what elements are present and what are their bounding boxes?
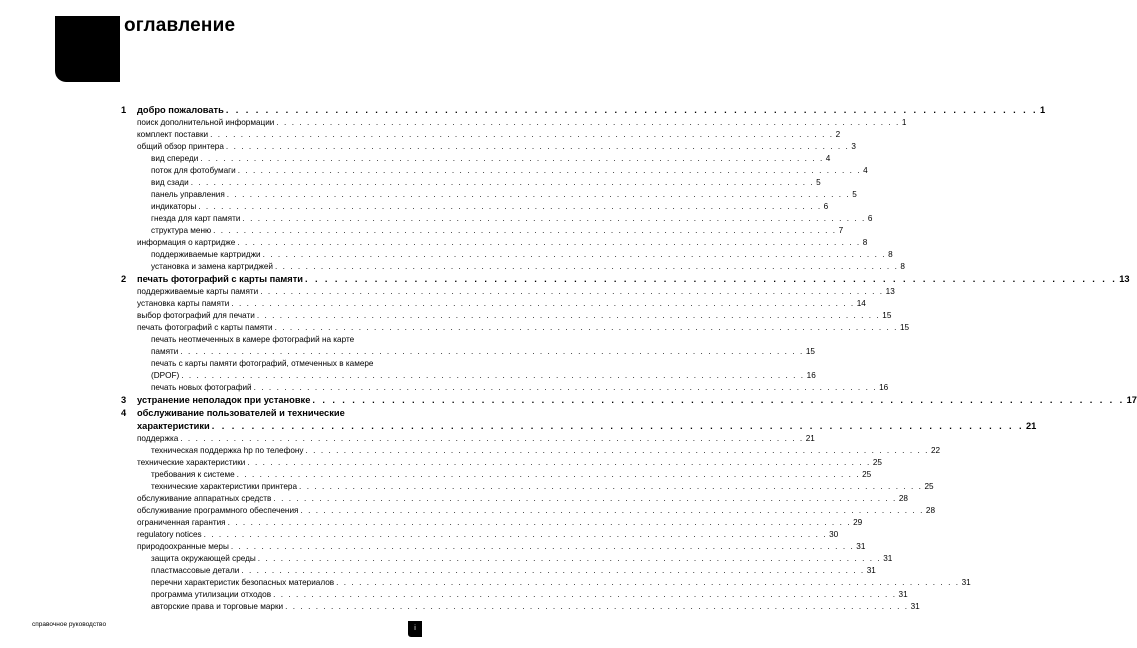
toc-leader-dots: . . . . . . . . . . . . . . . . . . . . . . . . . . . . . . . . . . . . . . . . . . . . . . . . . . . . . . . . . . . . . . . . . . . . . . . . . . . . . . . . . .	[242, 214, 866, 223]
toc-page-number: 6	[867, 214, 873, 223]
toc-page-number: 5	[816, 178, 821, 187]
toc-entry-title: печать новых фотографий	[151, 383, 252, 392]
toc-entry-title: защита окружающей среды	[151, 554, 256, 563]
toc-page-number: 31	[883, 554, 893, 563]
toc-leader-dots: . . . . . . . . . . . . . . . . . . . . . . . . . . . . . . . . . . . . . . . . . . . . . . . . . . . . . . . . . . . . . . . . . . . . . . . . . . . . . . . . . .	[180, 347, 804, 356]
toc-leader-dots: . . . . . . . . . . . . . . . . . . . . . . . . . . . . . . . . . . . . . . . . . . . . . . . . . . . . . . . . . . . . . . . . . . . . . . . . . . . . . . . . . .	[299, 482, 923, 491]
toc-entry[interactable]	[137, 299, 866, 309]
toc-leader-dots: . . . . . . . . . . . . . . . . . . . . . . . . . . . . . . . . . . . . . . . . . . . . . . . . . . . . . . . . . . . . . . . . . . . . . . . . . . . . . . . . . .	[273, 494, 897, 503]
toc-entry[interactable]	[137, 506, 936, 516]
toc-leader-dots: . . . . . . . . . . . . . . . . . . . . . . . . . . . . . . . . . . . . . . . . . . . . . . . . . . . . . . . . . . . . . . . . . . . . . . . . . . . . . . . . . .	[198, 202, 822, 211]
toc-leader-dots: . . . . . . . . . . . . . . . . . . . . . . . . . . . . . . . . . . . . . . . . . . . . . . . . . . . . . . . . . . . . . . . . . . . . . . . . . . . . . . . . . .	[231, 299, 855, 308]
toc-entry-title: пластмассовые детали	[151, 566, 240, 575]
toc-entry[interactable]	[137, 238, 868, 248]
toc-page-number: 29	[853, 518, 863, 527]
toc-leader-dots: . . . . . . . . . . . . . . . . . . . . . . . . . . . . . . . . . . . . . . . . . . . . . . . . . . . . . . . . . . . . . . . . . . . . . . . . . . . . . . . . . .	[336, 578, 960, 587]
toc-entry[interactable]	[151, 383, 889, 393]
footer-document-title: справочное руководство	[32, 621, 107, 628]
toc-entry-title: установка и замена картриджей	[151, 262, 273, 271]
toc-page-number: 31	[856, 542, 866, 551]
toc-entry[interactable]	[151, 578, 971, 588]
toc-chapter-title: обслуживание пользователей и технические	[137, 408, 345, 418]
toc-page-number: 30	[829, 530, 839, 539]
toc-leader-dots: . . . . . . . . . . . . . . . . . . . . . . . . . . . . . . . . . . . . . . . . . . . . . . . . . . . . . . . . . . . . . . . . . . . . . . . . . . . . . . . . . .	[262, 250, 887, 259]
toc-page-number: 21	[1026, 421, 1037, 431]
toc-entry-title: требования к системе	[151, 470, 235, 479]
toc-entry[interactable]	[137, 311, 892, 321]
toc-page-number: 17	[1126, 395, 1137, 405]
toc-page-number: 4	[863, 166, 868, 175]
toc-leader-dots: . . . . . . . . . . . . . . . . . . . . . . . . . . . . . . . . . . . . . . . . . . . . . . . . . . . . . . . . . . . . . . . . . . . . . . . . . . . . . . . . . .	[305, 446, 929, 455]
toc-page-number: 1	[1040, 105, 1046, 115]
toc-entry[interactable]	[151, 371, 816, 381]
toc-entry-title: комплект поставки	[137, 130, 209, 139]
toc-page-number: 25	[872, 458, 882, 467]
toc-page-number: 4	[825, 154, 831, 163]
toc-entry[interactable]	[151, 446, 941, 456]
toc-leader-dots: . . . . . . . . . . . . . . . . . . . . . . . . . . . . . . . . . . . . . . . . . . . . . . . . . . . . . . . . . . . . . . . . . . . . . . . . . . . . . . . . . .	[304, 274, 1118, 284]
toc-entry[interactable]	[151, 590, 908, 600]
toc-entry-title: печать неотмеченных в камере фотографий на карте	[151, 335, 355, 344]
toc-entry[interactable]	[137, 434, 815, 444]
toc-leader-dots: . . . . . . . . . . . . . . . . . . . . . . . . . . . . . . . . . . . . . . . . . . . . . . . . . . . . . . . . . . . . . . . . . . . . . . . . . . . . . . . . . .	[257, 554, 882, 563]
toc-chapter[interactable]	[137, 395, 1137, 405]
toc-entry[interactable]	[151, 566, 876, 576]
toc-entry[interactable]	[137, 494, 908, 504]
toc-entry-title: вид спереди	[151, 154, 199, 163]
toc-leader-dots: . . . . . . . . . . . . . . . . . . . . . . . . . . . . . . . . . . . . . . . . . . . . . . . . . . . . . . . . . . . . . . . . . . . . . . . . . . . . . . . . . .	[237, 166, 862, 175]
toc-entry[interactable]	[151, 190, 857, 200]
toc-entry[interactable]	[137, 287, 895, 297]
toc-leader-dots: . . . . . . . . . . . . . . . . . . . . . . . . . . . . . . . . . . . . . . . . . . . . . . . . . . . . . . . . . . . . . . . . . . . . . . . . . . . . . . . . . .	[225, 105, 1039, 115]
toc-entry[interactable]	[151, 602, 920, 612]
toc-leader-dots: . . . . . . . . . . . . . . . . . . . . . . . . . . . . . . . . . . . . . . . . . . . . . . . . . . . . . . . . . . . . . . . . . . . . . . . . . . . . . . . . . .	[180, 434, 804, 443]
toc-entry-title: поиск дополнительной информации	[137, 118, 275, 127]
toc-entry[interactable]	[151, 154, 831, 164]
chapter-number: 1	[121, 105, 127, 115]
toc-entry-title: поддерживаемые карты памяти	[137, 287, 259, 296]
toc-leader-dots: . . . . . . . . . . . . . . . . . . . . . . . . . . . . . . . . . . . . . . . . . . . . . . . . . . . . . . . . . . . . . . . . . . . . . . . . . . . . . . . . . .	[227, 518, 852, 527]
toc-leader-dots: . . . . . . . . . . . . . . . . . . . . . . . . . . . . . . . . . . . . . . . . . . . . . . . . . . . . . . . . . . . . . . . . . . . . . . . . . . . . . . . . . .	[203, 530, 828, 539]
page-title: оглавление	[124, 15, 236, 36]
toc-leader-dots: . . . . . . . . . . . . . . . . . . . . . . . . . . . . . . . . . . . . . . . . . . . . . . . . . . . . . . . . . . . . . . . . . . . . . . . . . . . . . . . . . .	[241, 566, 865, 575]
toc-page-number: 25	[862, 470, 872, 479]
toc-entry[interactable]	[151, 554, 893, 564]
toc-entry[interactable]	[137, 323, 910, 333]
toc-entry-title: общий обзор принтера	[137, 142, 224, 151]
toc-page-number: 15	[900, 323, 910, 332]
toc-leader-dots: . . . . . . . . . . . . . . . . . . . . . . . . . . . . . . . . . . . . . . . . . . . . . . . . . . . . . . . . . . . . . . . . . . . . . . . . . . . . . . . . . .	[211, 421, 1025, 431]
toc-chapter-title: добро пожаловать	[137, 105, 224, 115]
toc-leader-dots: . . . . . . . . . . . . . . . . . . . . . . . . . . . . . . . . . . . . . . . . . . . . . . . . . . . . . . . . . . . . . . . . . . . . . . . . . . . . . . . . . .	[273, 590, 897, 599]
toc-chapter-title: печать фотографий с карты памяти	[137, 274, 303, 284]
toc-entry[interactable]	[151, 482, 934, 492]
toc-entry[interactable]	[151, 347, 815, 357]
toc-entry[interactable]	[137, 130, 841, 140]
toc-entry-title: выбор фотографий для печати	[137, 311, 255, 320]
toc-entry[interactable]	[151, 250, 893, 260]
toc-leader-dots: . . . . . . . . . . . . . . . . . . . . . . . . . . . . . . . . . . . . . . . . . . . . . . . . . . . . . . . . . . . . . . . . . . . . . . . . . . . . . . . . . .	[253, 383, 878, 392]
toc-entry[interactable]	[137, 458, 882, 468]
toc-entry[interactable]	[137, 142, 856, 152]
toc-page-number: 31	[961, 578, 971, 587]
toc-entry-title: панель управления	[151, 190, 225, 199]
toc-entry-title: обслуживание аппаратных средств	[137, 494, 272, 503]
toc-entry[interactable]	[151, 214, 873, 224]
toc-leader-dots: . . . . . . . . . . . . . . . . . . . . . . . . . . . . . . . . . . . . . . . . . . . . . . . . . . . . . . . . . . . . . . . . . . . . . . . . . . . . . . . . . .	[256, 311, 881, 320]
toc-page-number: 5	[852, 190, 857, 199]
toc-chapter-title: устранение неполадок при установке	[137, 395, 311, 405]
toc-page-number: 21	[805, 434, 815, 443]
toc-entry-title: информация о картридже	[137, 238, 236, 247]
toc-entry-title: поддержка	[137, 434, 179, 443]
toc-leader-dots: . . . . . . . . . . . . . . . . . . . . . . . . . . . . . . . . . . . . . . . . . . . . . . . . . . . . . . . . . . . . . . . . . . . . . . . . . . . . . . . . . .	[276, 118, 900, 127]
toc-entry-title: природоохранные меры	[137, 542, 229, 551]
toc-chapter-line	[137, 408, 427, 418]
toc-entry-title: вид сзади	[151, 178, 189, 187]
toc-entry[interactable]	[137, 542, 866, 552]
toc-leader-dots: . . . . . . . . . . . . . . . . . . . . . . . . . . . . . . . . . . . . . . . . . . . . . . . . . . . . . . . . . . . . . . . . . . . . . . . . . . . . . . . . . .	[226, 190, 851, 199]
chapter-number: 4	[121, 408, 127, 418]
toc-entry-title: программа утилизации отходов	[151, 590, 272, 599]
toc-entry[interactable]	[151, 226, 844, 236]
toc-entry[interactable]	[137, 518, 863, 528]
toc-leader-dots: . . . . . . . . . . . . . . . . . . . . . . . . . . . . . . . . . . . . . . . . . . . . . . . . . . . . . . . . . . . . . . . . . . . . . . . . . . . . . . . . . .	[236, 470, 861, 479]
toc-entry-title: поддерживаемые картриджи	[151, 250, 261, 259]
toc-entry-title: авторские права и торговые марки	[151, 602, 284, 611]
chapter-tab-block	[55, 16, 120, 82]
toc-leader-dots: . . . . . . . . . . . . . . . . . . . . . . . . . . . . . . . . . . . . . . . . . . . . . . . . . . . . . . . . . . . . . . . . . . . . . . . . . . . . . . . . . .	[200, 154, 824, 163]
toc-chapter[interactable]	[137, 421, 1037, 431]
toc-entry-title: гнезда для карт памяти	[151, 214, 241, 223]
toc-entry-title: структура меню	[151, 226, 212, 235]
toc-page-number: 6	[823, 202, 829, 211]
toc-leader-dots: . . . . . . . . . . . . . . . . . . . . . . . . . . . . . . . . . . . . . . . . . . . . . . . . . . . . . . . . . . . . . . . . . . . . . . . . . . . . . . . . . .	[190, 178, 815, 187]
toc-entry-title: техническая поддержка hp по телефону	[151, 446, 304, 455]
toc-page-number: 15	[882, 311, 892, 320]
toc-page-number: 13	[1119, 274, 1130, 284]
toc-entry-title: памяти	[151, 347, 179, 356]
toc-leader-dots: . . . . . . . . . . . . . . . . . . . . . . . . . . . . . . . . . . . . . . . . . . . . . . . . . . . . . . . . . . . . . . . . . . . . . . . . . . . . . . . . . .	[181, 371, 805, 380]
toc-entry-line	[151, 335, 425, 345]
toc-entry-title: индикаторы	[151, 202, 197, 211]
toc-chapter-title: характеристики	[137, 421, 210, 431]
toc-leader-dots: . . . . . . . . . . . . . . . . . . . . . . . . . . . . . . . . . . . . . . . . . . . . . . . . . . . . . . . . . . . . . . . . . . . . . . . . . . . . . . . . . .	[260, 287, 884, 296]
toc-page-number: 2	[835, 130, 841, 139]
toc-page-number: 28	[925, 506, 936, 515]
toc-leader-dots: . . . . . . . . . . . . . . . . . . . . . . . . . . . . . . . . . . . . . . . . . . . . . . . . . . . . . . . . . . . . . . . . . . . . . . . . . . . . . . . . . .	[225, 142, 850, 151]
toc-entry[interactable]	[151, 178, 821, 188]
toc-entry[interactable]	[137, 530, 839, 540]
toc-page-number: 16	[879, 383, 889, 392]
toc-entry[interactable]	[137, 118, 907, 128]
toc-leader-dots: . . . . . . . . . . . . . . . . . . . . . . . . . . . . . . . . . . . . . . . . . . . . . . . . . . . . . . . . . . . . . . . . . . . . . . . . . . . . . . . . . .	[210, 130, 834, 139]
chapter-number: 2	[121, 274, 127, 284]
toc-page-number: 1	[901, 118, 907, 127]
footer-page-number: i	[408, 621, 422, 637]
toc-entry-title: печать с карты памяти фотографий, отмеченных в камере	[151, 359, 374, 368]
chapter-number: 3	[121, 395, 127, 405]
toc-page-number: 8	[888, 250, 893, 259]
toc-leader-dots: . . . . . . . . . . . . . . . . . . . . . . . . . . . . . . . . . . . . . . . . . . . . . . . . . . . . . . . . . . . . . . . . . . . . . . . . . . . . . . . . . .	[300, 506, 924, 515]
toc-entry-title: поток для фотобумаги	[151, 166, 236, 175]
toc-entry-title: (DPOF)	[151, 371, 180, 380]
toc-entry[interactable]	[151, 202, 829, 212]
toc-page-number: 31	[866, 566, 876, 575]
toc-leader-dots: . . . . . . . . . . . . . . . . . . . . . . . . . . . . . . . . . . . . . . . . . . . . . . . . . . . . . . . . . . . . . . . . . . . . . . . . . . . . . . . . . .	[237, 238, 861, 247]
toc-leader-dots: . . . . . . . . . . . . . . . . . . . . . . . . . . . . . . . . . . . . . . . . . . . . . . . . . . . . . . . . . . . . . . . . . . . . . . . . . . . . . . . . . .	[213, 226, 837, 235]
toc-page-number: 22	[930, 446, 941, 455]
toc-entry-title: печать фотографий с карты памяти	[137, 323, 273, 332]
toc-page-number: 7	[838, 226, 844, 235]
toc-leader-dots: . . . . . . . . . . . . . . . . . . . . . . . . . . . . . . . . . . . . . . . . . . . . . . . . . . . . . . . . . . . . . . . . . . . . . . . . . . . . . . . . . .	[285, 602, 909, 611]
toc-entry-line	[151, 359, 427, 369]
toc-entry-title: ограниченная гарантия	[137, 518, 226, 527]
toc-entry-title: технические характеристики	[137, 458, 246, 467]
toc-page-number: 14	[856, 299, 866, 308]
toc-chapter[interactable]	[137, 274, 1130, 284]
toc-page-number: 31	[910, 602, 920, 611]
toc-page-number: 28	[898, 494, 908, 503]
toc-leader-dots: . . . . . . . . . . . . . . . . . . . . . . . . . . . . . . . . . . . . . . . . . . . . . . . . . . . . . . . . . . . . . . . . . . . . . . . . . . . . . . . . . .	[312, 395, 1125, 405]
toc-entry-title: перечни характеристик безопасных материалов	[151, 578, 335, 587]
toc-entry-title: установка карты памяти	[137, 299, 230, 308]
toc-leader-dots: . . . . . . . . . . . . . . . . . . . . . . . . . . . . . . . . . . . . . . . . . . . . . . . . . . . . . . . . . . . . . . . . . . . . . . . . . . . . . . . . . .	[274, 323, 898, 332]
toc-entry-title: regulatory notices	[137, 530, 202, 539]
toc-page-number: 13	[885, 287, 895, 296]
toc-page-number: 31	[898, 590, 908, 599]
toc-entry[interactable]	[151, 166, 868, 176]
toc-entry-title: обслуживание программного обеспечения	[137, 506, 299, 515]
toc-leader-dots: . . . . . . . . . . . . . . . . . . . . . . . . . . . . . . . . . . . . . . . . . . . . . . . . . . . . . . . . . . . . . . . . . . . . . . . . . . . . . . . . . .	[230, 542, 855, 551]
toc-page-number: 16	[806, 371, 816, 380]
toc-leader-dots: . . . . . . . . . . . . . . . . . . . . . . . . . . . . . . . . . . . . . . . . . . . . . . . . . . . . . . . . . . . . . . . . . . . . . . . . . . . . . . . . . .	[274, 262, 899, 271]
toc-entry[interactable]	[151, 262, 905, 272]
toc-leader-dots: . . . . . . . . . . . . . . . . . . . . . . . . . . . . . . . . . . . . . . . . . . . . . . . . . . . . . . . . . . . . . . . . . . . . . . . . . . . . . . . . . .	[247, 458, 871, 467]
toc-chapter[interactable]	[137, 105, 1046, 115]
toc-page-number: 3	[851, 142, 856, 151]
toc-page-number: 15	[805, 347, 815, 356]
toc-entry-title: технические характеристики принтера	[151, 482, 298, 491]
toc-page-number: 8	[862, 238, 868, 247]
toc-entry[interactable]	[151, 470, 872, 480]
toc-page-number: 8	[900, 262, 905, 271]
toc-page-number: 25	[924, 482, 934, 491]
